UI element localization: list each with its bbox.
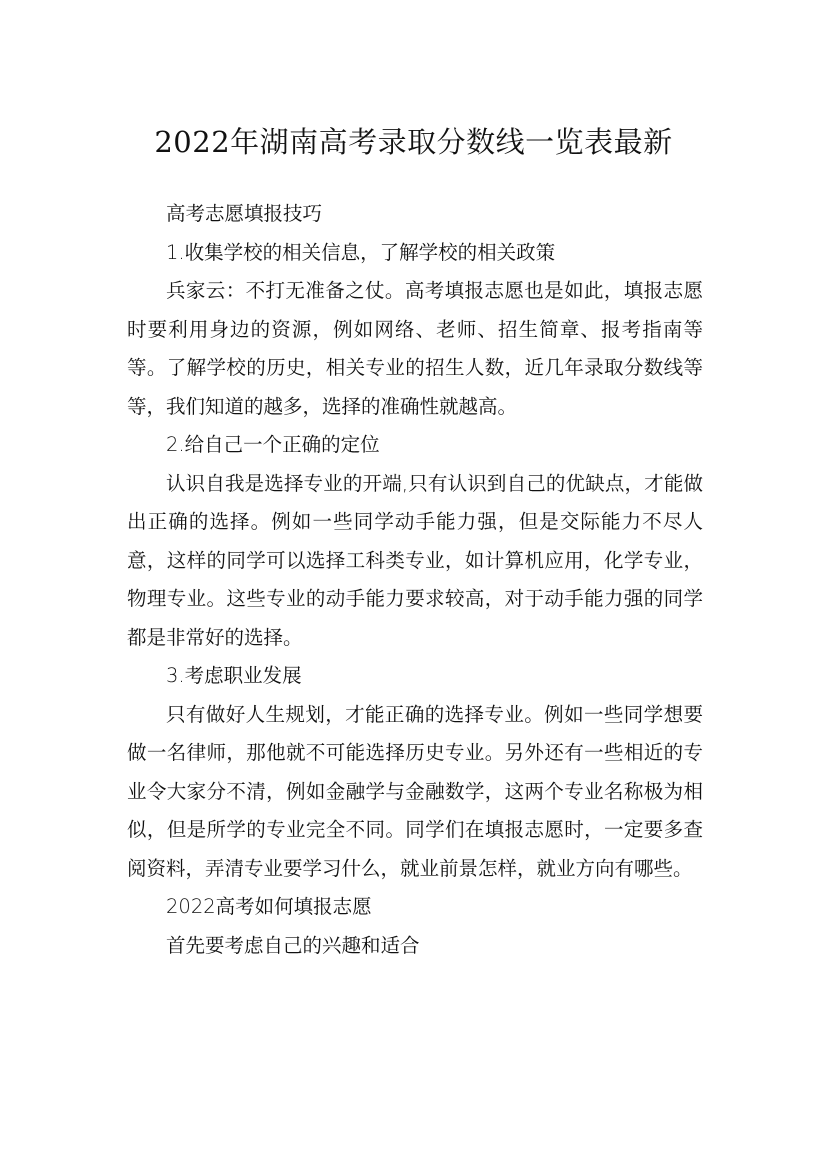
subheading: 1.收集学校的相关信息，了解学校的相关政策 xyxy=(166,240,556,264)
subheading: 3.考虑职业发展 xyxy=(166,664,302,687)
section-heading: 高考志愿填报技巧 xyxy=(166,202,323,225)
body-paragraph: 只有做好人生规划，才能正确的选择专业。例如一些同学想要做一名律师，那他就不可能选择历史专业。另外还有一些相近的专业令大家分不清，例如金融学与金融数学，这两个专业名称极为相似，但是所学的专业完全不同。同学们在填报志愿时，一定要多查阅资料，弄清专业要学习什么，就业前景怎样，就业方向有哪些。 xyxy=(127,702,703,880)
body-paragraph: 认识自我是选择专业的开端,只有认识到自己的优缺点，才能做出正确的选择。例如一些同学动手能力强，但是交际能力不尽人意，这样的同学可以选择工科类专业，如计算机应用，化学专业，物理专业。这些专业的动手能力要求较高，对于动手能力强的同学都是非常好的选择。 xyxy=(127,471,703,649)
section-heading: 2022高考如何填报志愿 xyxy=(166,895,372,918)
document-body xyxy=(127,195,703,965)
document-title: 2022年湖南高考录取分数线一览表最新 xyxy=(154,125,673,160)
body-paragraph: 兵家云：不打无准备之仗。高考填报志愿也是如此，填报志愿时要利用身边的资源，例如网络、老师、招生简章、报考指南等等。了解学校的历史，相关专业的招生人数，近几年录取分数线等等，我们知道的越多，选择的准确性就越高。 xyxy=(127,279,703,418)
subheading: 2.给自己一个正确的定位 xyxy=(166,433,380,456)
body-paragraph: 首先要考虑自己的兴趣和适合 xyxy=(166,933,420,957)
